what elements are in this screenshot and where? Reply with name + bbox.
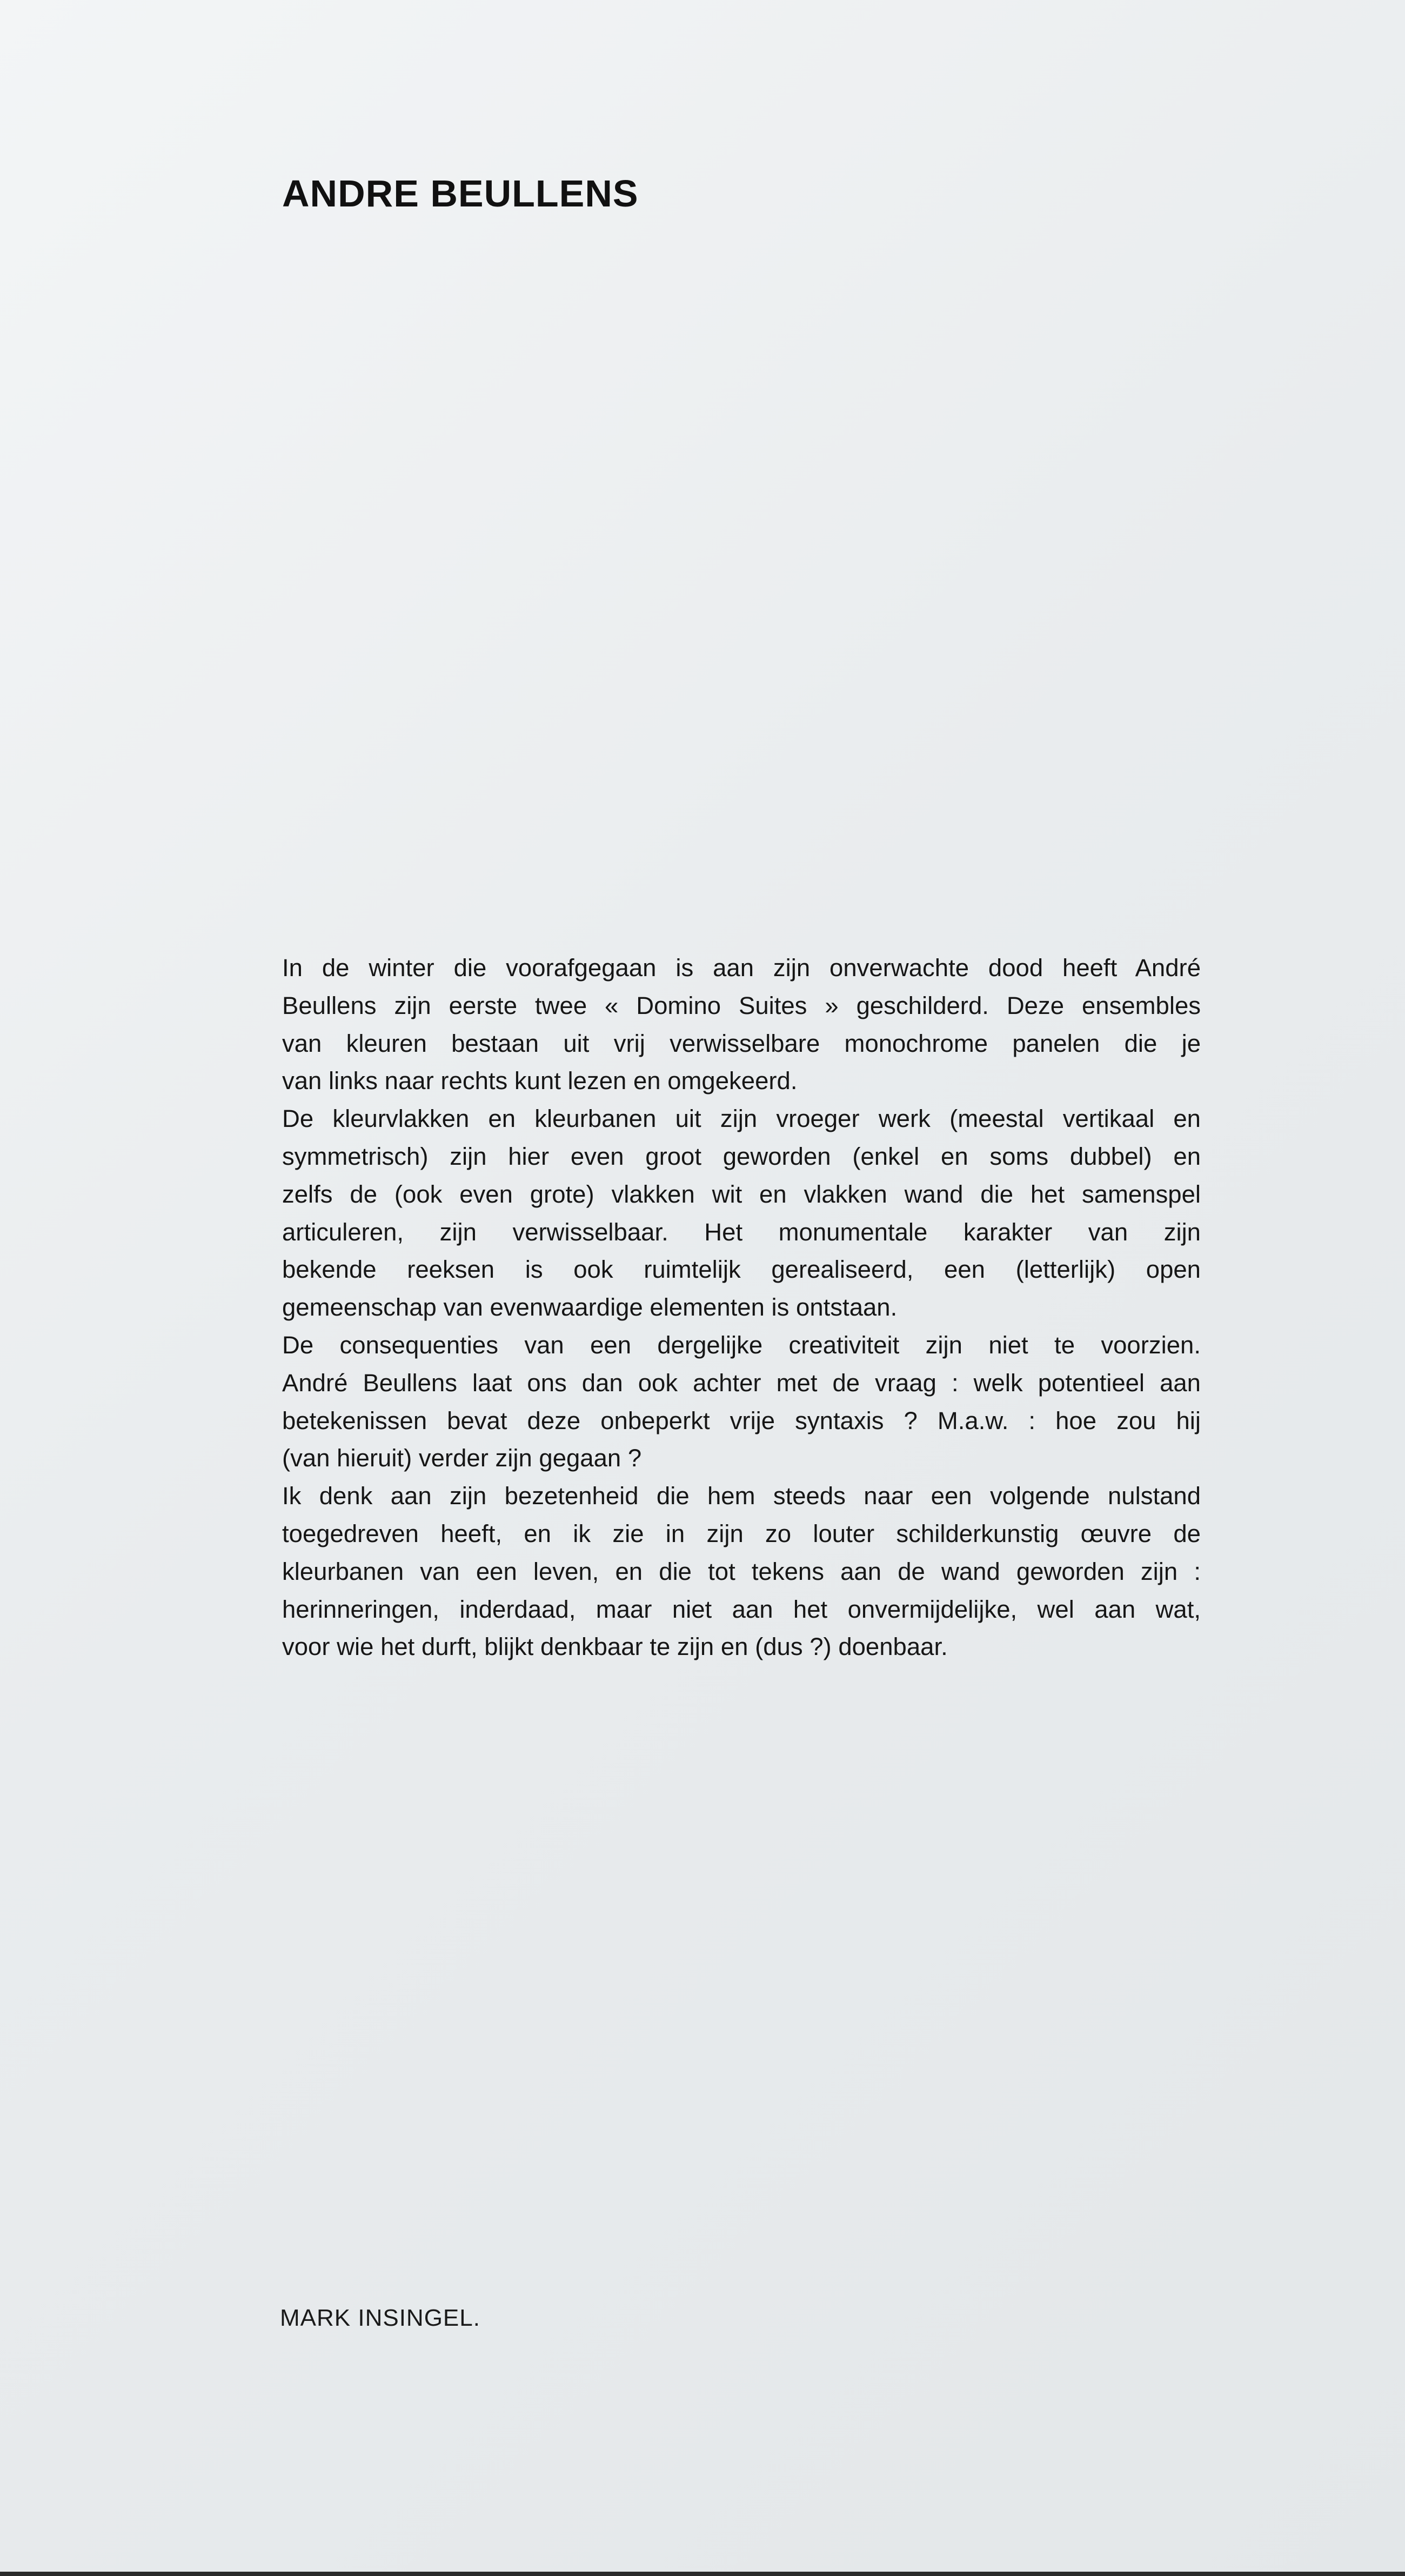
body-line: (van hieruit) verder zijn gegaan ? — [282, 1444, 642, 1472]
body-line: zelfs de (ook even grote) vlakken wit en vlakken wand die het samenspel — [282, 1180, 1201, 1208]
body-line: kleurbanen van een leven, en die tot tekens aan de wand geworden zijn : — [282, 1557, 1201, 1585]
body-line: Beullens zijn eerste twee « Domino Suites » geschilderd. Deze ensembles — [282, 991, 1201, 1019]
body-line: symmetrisch) zijn hier even groot geworden (enkel en soms dubbel) en — [282, 1142, 1201, 1170]
body-line: Ik denk aan zijn bezetenheid die hem steeds naar een volgende nulstand — [282, 1482, 1201, 1510]
body-text — [282, 949, 1201, 1666]
body-line: De kleurvlakken en kleurbanen uit zijn vroeger werk (meestal vertikaal en — [282, 1105, 1201, 1133]
document-title: ANDRE BEULLENS — [282, 172, 639, 215]
body-line: gemeenschap van evenwaardige elementen is ontstaan. — [282, 1293, 898, 1322]
body-line: betekenissen bevat deze onbeperkt vrije syntaxis ? M.a.w. : hoe zou hij — [282, 1406, 1201, 1434]
body-line: voor wie het durft, blijkt denkbaar te zijn en (dus ?) doenbaar. — [282, 1633, 948, 1661]
body-line: bekende reeksen is ook ruimtelijk gerealiseerd, een (letterlijk) open — [282, 1256, 1201, 1284]
body-line: André Beullens laat ons dan ook achter met de vraag : welk potentieel aan — [282, 1369, 1201, 1397]
body-line: herinneringen, inderdaad, maar niet aan het onvermijdelijke, wel aan wat, — [282, 1595, 1201, 1623]
body-line: toegedreven heeft, en ik zie in zijn zo louter schilderkunstig œuvre de — [282, 1519, 1201, 1547]
page-bottom-edge — [0, 2572, 1405, 2576]
body-line: In de winter die voorafgegaan is aan zijn onverwachte dood heeft André — [282, 954, 1201, 982]
body-line: van kleuren bestaan uit vrij verwisselbare monochrome panelen die je — [282, 1029, 1201, 1057]
body-line: articuleren, zijn verwisselbaar. Het monumentale karakter van zijn — [282, 1218, 1201, 1246]
body-line: De consequenties van een dergelijke creativiteit zijn niet te voorzien. — [282, 1331, 1201, 1359]
author-signature: MARK INSINGEL. — [280, 2305, 480, 2331]
body-line: van links naar rechts kunt lezen en omgekeerd. — [282, 1067, 798, 1095]
